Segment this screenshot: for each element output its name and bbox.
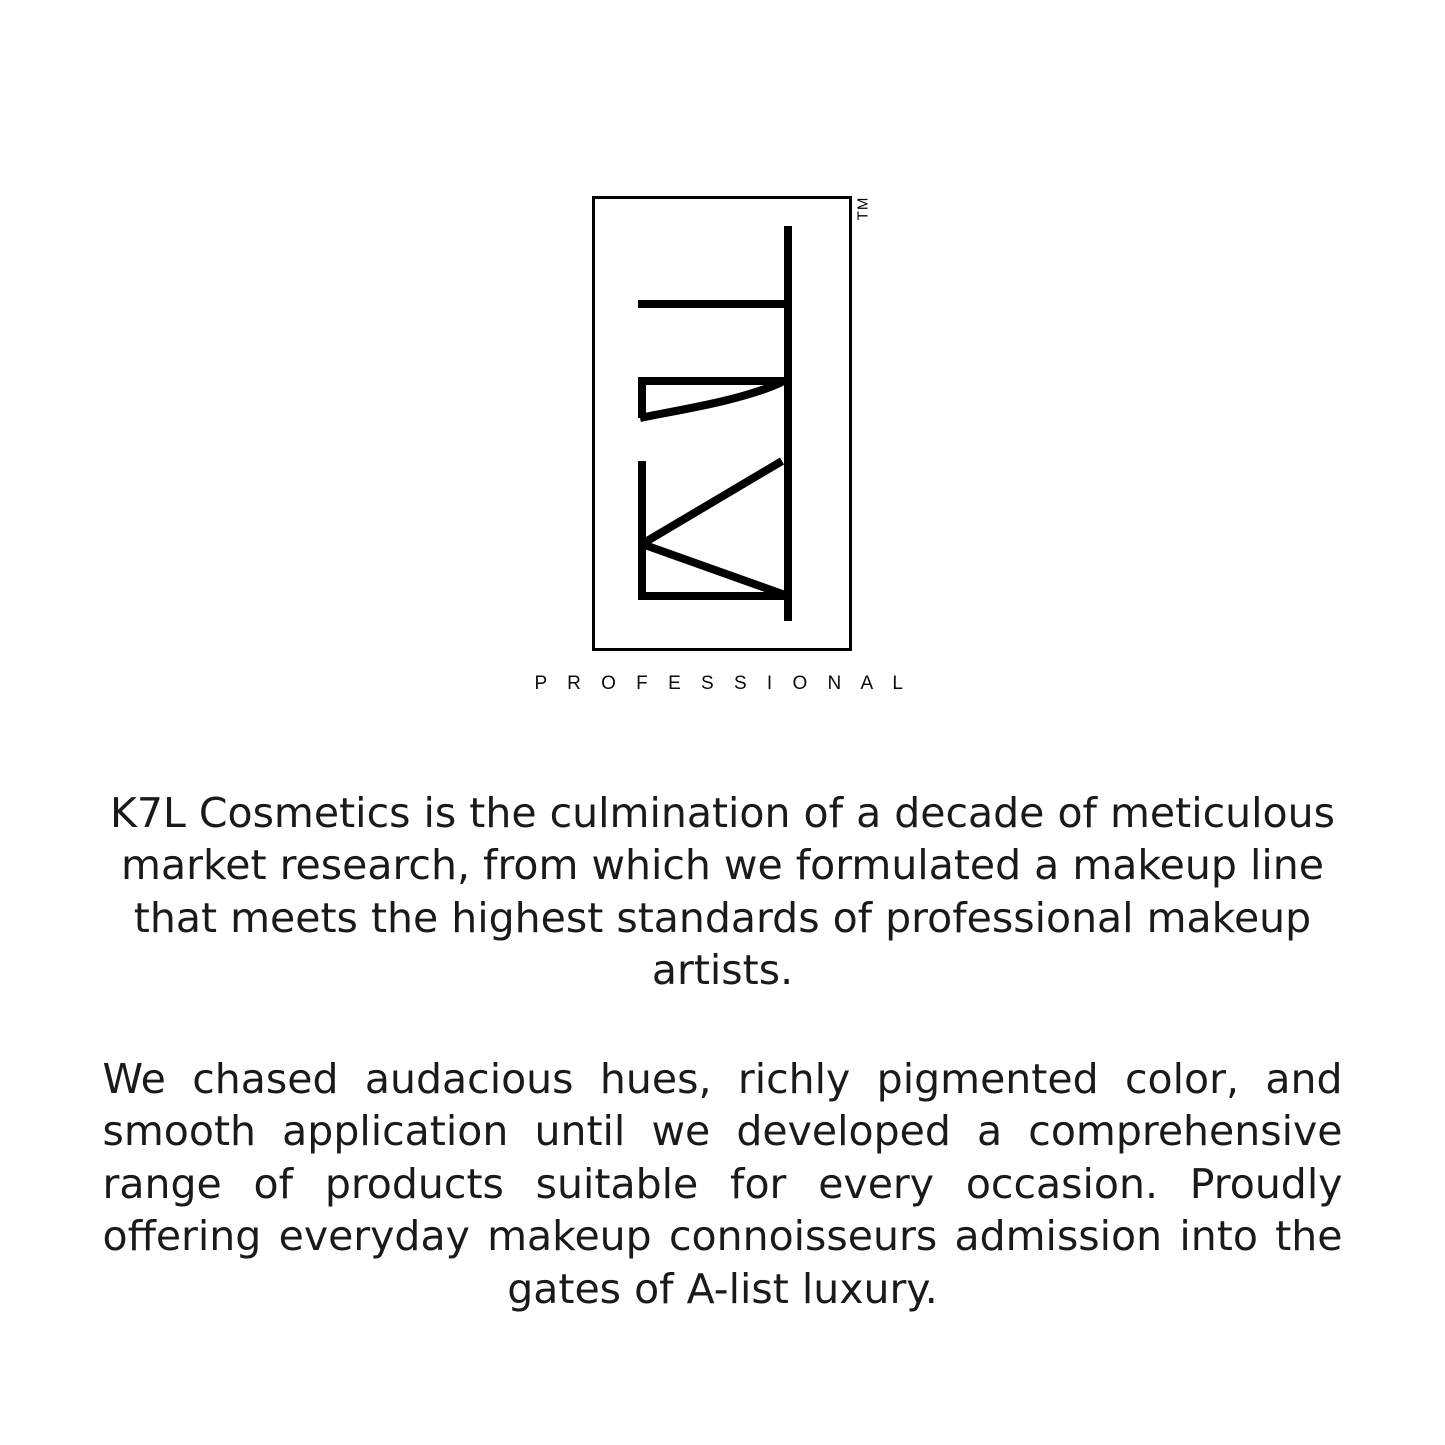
logo-mark [592, 196, 872, 651]
brand-logo [535, 196, 911, 695]
logo-subtitle: P R O F E S S I O N A L [534, 673, 911, 694]
paragraph-one: K7L Cosmetics is the culmination of a decade of meticulous market research, from which we formulated a makeup line that meets the highest standards of professional makeup artists. [110, 789, 1335, 995]
k7l-monogram-icon [592, 196, 852, 651]
paragraph-two: We chased audacious hues, richly pigmented color, and smooth application until we developed a comprehensive range of products suitable for every occasion. Proudly offering everyday makeup connoisseurs admission into the gates of A-list luxury. [102, 1054, 1343, 1313]
trademark-symbol: TM [854, 196, 872, 221]
body-copy [103, 787, 1343, 1315]
